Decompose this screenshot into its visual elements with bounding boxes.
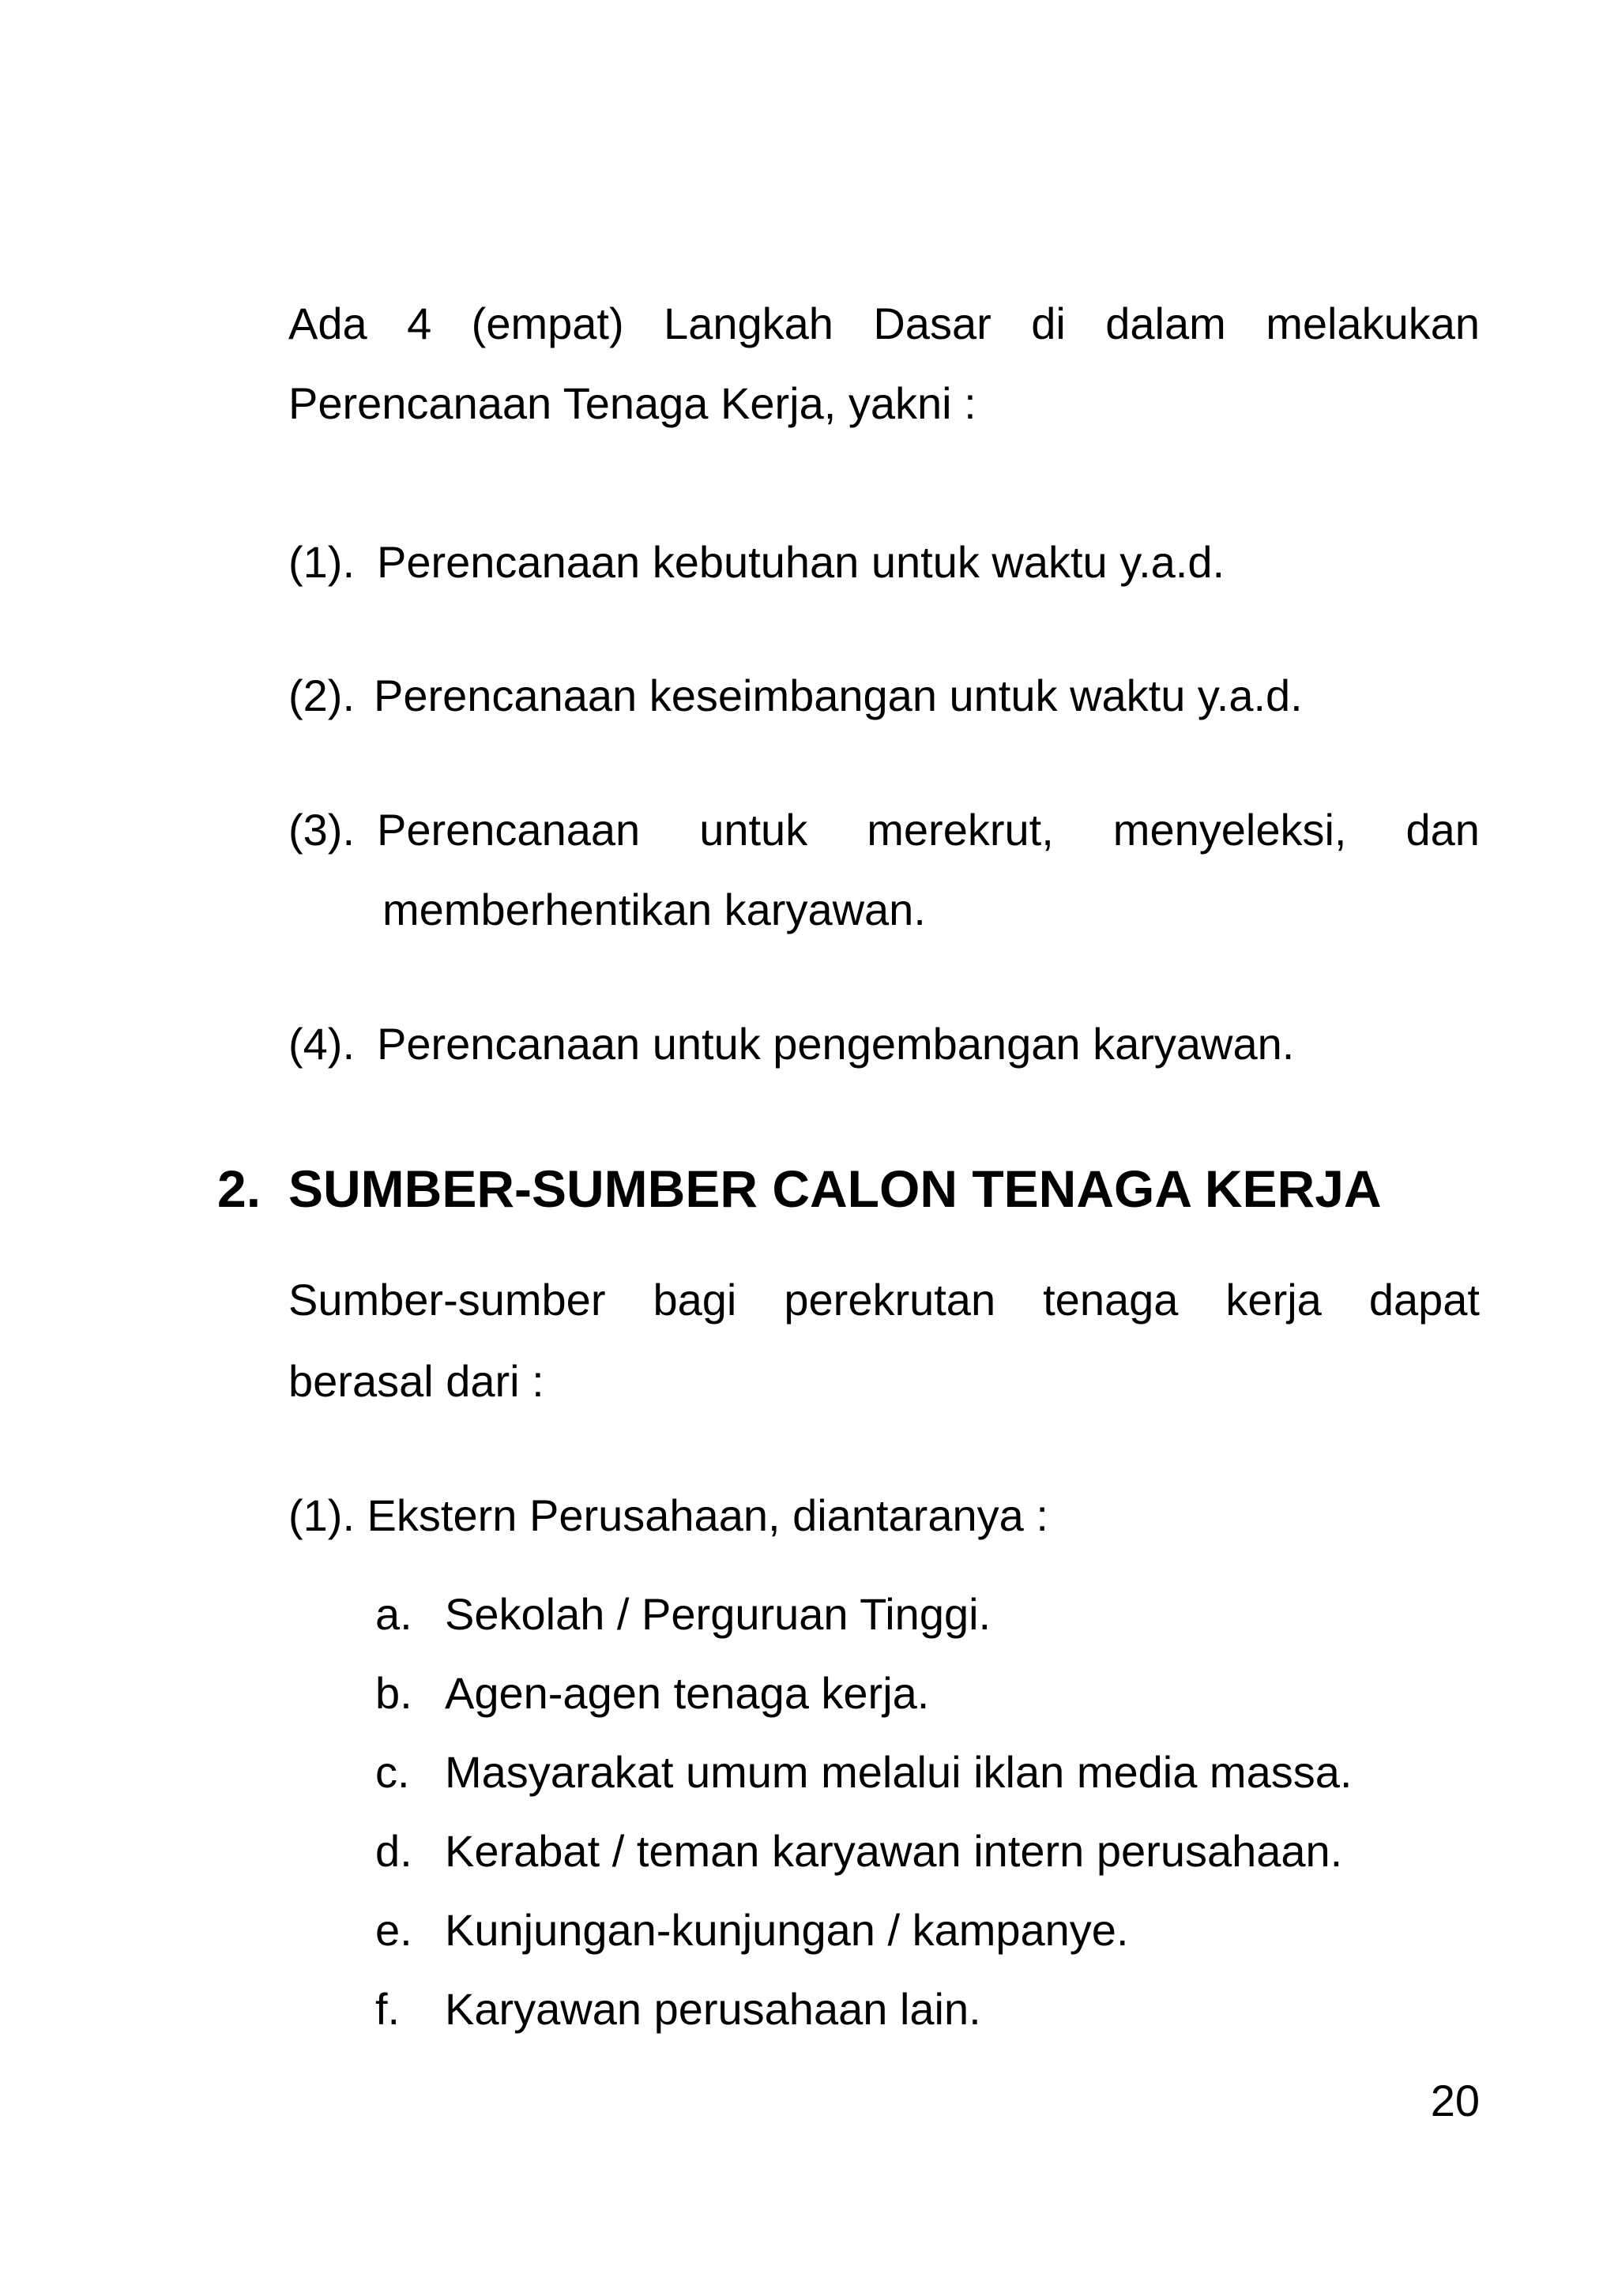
intro-word: di (1031, 299, 1066, 348)
step-text: Perencanaan kebutuhan untuk waktu y.a.d. (377, 537, 1225, 587)
step-number: (1). (288, 537, 355, 587)
page-number: 20 (1430, 2076, 1480, 2125)
step-text-line-2: memberhentikan karyawan. (382, 885, 926, 934)
intro-word: 4 (407, 299, 432, 348)
intro-word: Langkah (664, 299, 833, 348)
sources-word: kerja (1225, 1275, 1322, 1325)
step-word: dan (1405, 805, 1480, 855)
intro-word: dalam (1105, 299, 1226, 348)
list-item-text: Sekolah / Perguruan Tinggi. (445, 1589, 991, 1639)
list-letter: f. (375, 1984, 401, 2034)
step-word: Perencanaan (377, 805, 641, 855)
section-title: SUMBER-SUMBER CALON TENAGA KERJA (288, 1159, 1382, 1218)
step-text: Perencanaan untuk pengembangan karyawan. (377, 1019, 1295, 1069)
list-letter: e. (375, 1905, 412, 1955)
list-item-text: Karyawan perusahaan lain. (445, 1984, 981, 2034)
intro-line-1 (288, 299, 1480, 348)
step-number: (3). (288, 805, 355, 855)
sources-word: Sumber-sumber (288, 1275, 606, 1325)
step-text: Perencanaan keseimbangan untuk waktu y.a.d. (374, 671, 1303, 720)
list-item-text: Agen-agen tenaga kerja. (445, 1668, 930, 1718)
step-text-line-1 (377, 805, 1480, 855)
intro-word: melakukan (1266, 299, 1480, 348)
list-item-text: Kunjungan-kunjungan / kampanye. (445, 1905, 1129, 1955)
step-word: untuk (699, 805, 808, 855)
sources-intro-line-2: berasal dari : (288, 1356, 544, 1406)
step-word: merekrut, (867, 805, 1054, 855)
list-letter: c. (375, 1747, 410, 1797)
intro-word: Ada (288, 299, 367, 348)
sources-word: perekrutan (784, 1275, 996, 1325)
intro-word: Dasar (873, 299, 991, 348)
list-letter: b. (375, 1668, 412, 1718)
list-item-text: Kerabat / teman karyawan intern perusahaan. (445, 1826, 1343, 1876)
list-letter: a. (375, 1589, 412, 1639)
sources-word: tenaga (1043, 1275, 1179, 1325)
intro-word: (empat) (471, 299, 624, 348)
section-number: 2. (217, 1159, 262, 1218)
step-number: (2). (288, 671, 355, 720)
list-letter: d. (375, 1826, 412, 1876)
sources-word: dapat (1368, 1275, 1480, 1325)
step-word: menyeleksi, (1112, 805, 1347, 855)
sources-word: bagi (653, 1275, 737, 1325)
external-label: (1). Ekstern Perusahaan, diantaranya : (288, 1490, 1048, 1540)
step-number: (4). (288, 1019, 355, 1069)
intro-line-2: Perencanaan Tenaga Kerja, yakni : (288, 378, 976, 428)
sources-intro-line-1 (288, 1275, 1480, 1325)
list-item-text: Masyarakat umum melalui iklan media massa. (445, 1747, 1353, 1797)
